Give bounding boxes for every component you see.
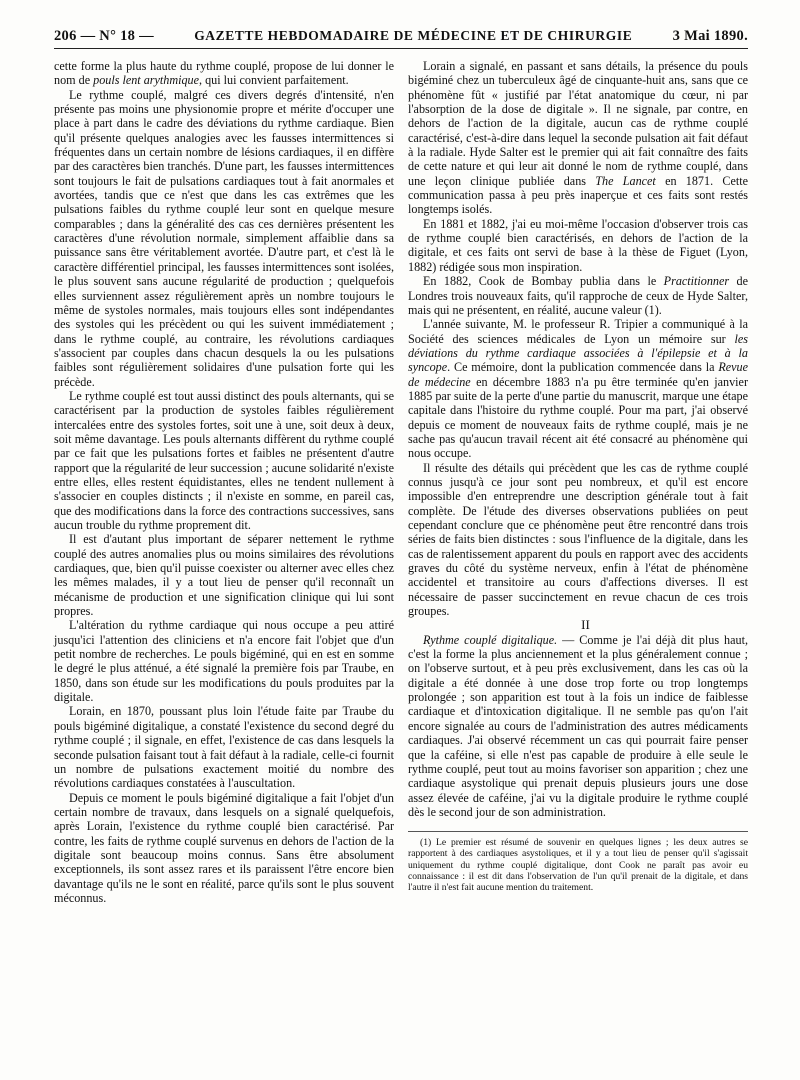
paragraph: Le rythme couplé, malgré ces divers degrés d'intensité, n'en présente pas moins une physionomie propre et mérite d'occuper une place à part dans le cadre des déviations du rythme cardiaque. Bien qu'il présente quelques analogies avec les fausses intermittences si fréquentes dans un certain nombre de lésions cardiaques, il en diffère par des caractères bien tranchés. D'une part, les fausses intermittences sont toujours le fait de pulsations cardiaques tout à fait anormales et avortées, tandis que ce n'est que dans les cas extrêmes que les pulsations faibles du rythme couplé leur sont en quelque mesure comparables ; dans la généralité des cas ces dernières présentent les caractères d'une révolution normale, simplement affaiblie dans sa puissance sans être véritablement avortée. D'autre part, et c'est là le caractère différentiel principal, les fausses intermittences sont isolées, le plus souvent sans aucune régularité de production ; quelquefois elles surviennent assez régulièrement après un nombre toujours le même de systoles normales, mais toujours elles sont indépendantes des systoles qui les précèdent ou qui les suivent immédiatement ; dans le rythme couplé, au contraire, les révolutions cardiaques s'associent par couples dans chacun desquels la ou les pulsations faibles sont régulièrement solidaires d'une pulsation forte qui les précède. [54,87,394,389]
italic-section-heading: Rythme couplé digitalique. [423,632,558,647]
paragraph: Il est d'autant plus important de séparer nettement le rythme couplé des autres anomalies plus ou moins similaires des révolutions cardiaques, que, bien qu'il puisse coexister ou alterner avec elles chez les mêmes malades, il y a tout lieu de penser qu'il reconnaît un mécanisme de production et une signification clinique qui lui sont propres. [54,532,394,619]
italic-memoir-title: les déviations du rythme cardiaque associées à l'épilepsie et à la syncope [408,331,748,375]
paragraph: Lorain, en 1870, poussant plus loin l'étude faite par Traube du pouls bigéminé digitalique, a constaté l'existence du second degré du rythme couplé ; il signale, en effet, l'existence de cas dans lesquels la seconde pulsation faisant tout à fait défaut à la radiale, celle-ci fournit un nombre de pulsations exactement moitié du nombre des révolutions cardiaques constatées à l'auscultation. [54,704,394,791]
text-run: — Comme je l'ai déjà dit plus haut, c'est la forme la plus anciennement et la plus généralement connue ; on l'observe surtout, et à peu près exclusivement, dans les cas où la digitale a été donnée à une dose trop forte ou trop longtemps prolongée ; son apparition est tout à la fois un indice de faiblesse cardiaque et d'intoxication digitalique. Il ne semble pas qu'on l'ait encore signalée au cours de l'administration des autres médicaments cardiaques. J'ai observé récemment un cas qui pourrait faire penser que la caféine, si elle n'est pas capable de produire à elle seule le rythme couplé, peut tout au moins favoriser son apparition ; chez une cardiaque asystolique qui prenait depuis plusieurs jours une dose assez élevée de caféine, j'ai vu la digitale produire le rythme couplé dès le second jour de son administration. [408,632,748,819]
italic-journal-name: Practitionner [663,274,730,289]
paragraph [408,317,748,460]
italic-journal-name: The Lancet [595,173,656,188]
section-number: II [581,617,590,633]
text-run: Lorain a signalé, en passant et sans détails, la présence du pouls bigéminé chez un tuberculeux âgé de cinquante-huit ans, sans que ce phénomène fût « justifié par l'état anatomique du cœur, ni par l'absorption de la dose de digitale ». Il ne signale, par contre, en dehors de l'action de la digitale, aucun cas de rythme couplé caractérisé, c'est-à-dire dans lequel la seconde pulsation ait fait défaut à la radiale. Hyde Salter est le premier qui ait fait connaître des faits de cette nature et qui leur ait donné le nom de rythme couplé, dans une leçon clinique publiée dans [408,59,748,188]
text-run: , qui lui convient parfaitement. [199,73,349,88]
text-run: de Londres trois nouveaux faits, qu'il rapproche de ceux de Hyde Salter, mais qui ne présentent, en réalité, aucune valeur (1). [408,274,749,317]
text-run: en décembre 1883 n'a pu être terminée qu'en janvier 1885 par suite de la perte d'une partie du manuscrit, marque une étape capitale dans l'histoire du rythme couplé. Pour ma part, j'ai observé depuis ce moment de nouveaux faits de rythme couplé, mais je ne sache pas qu'aucun travail récent ait été consacré au phénomène qui nous occupe. [408,374,748,461]
paragraph: En 1881 et 1882, j'ai eu moi-même l'occasion d'observer trois cas de rythme couplé bien caractérisés, en dehors de l'action de la digitale, et ces faits ont servi de base à la thèse de Figuet (Lyon, 1882) rédigée sous mon inspiration. [408,216,748,274]
footnotes [408,831,748,893]
two-column-body [54,59,748,905]
paragraph: L'altération du rythme cardiaque qui nous occupe a peu attiré jusqu'ici l'attention des cliniciens et n'a encore fait l'objet que d'un petit nombre de recherches. Le pouls bigéminé, qui en est en somme le degré le plus atténué, a été signalé la première fois par Traube, en 1850, dans son étude sur les modifications du pouls produites par la digitale. [54,618,394,705]
paragraph: Le rythme couplé est tout aussi distinct des pouls alternants, qui se caractérisent par la production de systoles faibles régulièrement intercalées entre des systoles fortes, soit une à une, soit deux à deux, soit même davantage. Les pouls alternants diffèrent du rythme couplé par ce fait que les pulsations fortes et faibles ne présentent d'autre rapport que la régularité de leur succession ; aucune solidarité n'existe entre elles, elles restent équidistantes, elles ne tendent nullement à s'associer en couples distincts ; il n'existe en somme, en pareil cas, que des modifications dans la force des contractions successives, sans aucun trouble du rythme proprement dit. [54,388,394,532]
italic-term: pouls lent arythmique [93,73,200,88]
footnote: (1) Le premier est résumé de souvenir en quelques lignes ; les deux autres se rapportent à des cardiaques asystoliques, et il y a tout lieu de penser qu'il s'agissait uniquement du rythme couplé digitalique, dont Cook ne paraît pas avoir eu connaissance : il est dit dans l'observation de l'un qu'il prenait de la digitale, et dans l'autre il n'est fait aucune mention du traitement. [408,837,748,894]
left-column [54,59,394,905]
text-run: L'année suivante, M. le professeur R. Tripier a communiqué à la Société des sciences médicales de Lyon un mémoire sur [408,317,748,346]
text-run: . Ce mémoire, dont la publication commencée dans la [447,360,719,375]
right-column [408,59,748,905]
running-header [54,28,748,49]
text-run: cette forme la plus haute du rythme couplé, propose de lui donner le nom de [54,59,394,88]
paragraph [408,633,748,819]
paragraph [408,59,748,217]
page-number-and-issue: 206 — N° 18 — [54,28,154,44]
text-run: en 1871. Cette communication passa à peu près inaperçue et ces faits sont restés longtemps isolés. [408,173,748,217]
issue-date: 3 Mai 1890. [672,28,748,44]
paragraph [408,274,748,317]
paragraph: Depuis ce moment le pouls bigéminé digitalique a fait l'objet d'un certain nombre de travaux, dans lesquels on a signalé quelquefois, après Lorain, l'existence du rythme couplé bien caractérisé. Par contre, les faits de rythme couplé survenus en dehors de l'action de la digitale sont beaucoup moins connus. Sans être absolument exceptionnels, ils sont assez rares et ils paraissent l'être encore bien davantage qu'ils ne le sont en réalité, parce qu'ils sont le plus souvent méconnus. [54,790,394,905]
journal-title: GAZETTE HEBDOMADAIRE DE MÉDECINE ET DE CHIRURGIE [194,28,633,43]
paragraph: Il résulte des détails qui précèdent que les cas de rythme couplé connus jusqu'à ce jour sont peu nombreux, et qu'il est encore impossible d'en entreprendre une description générale tout à fait complète. De l'étude des diverses observations publiées on peut cependant conclure que ce phénomène peut être rencontré dans trois séries de faits bien distinctes : sous l'influence de la digitale, dans les cas de ralentissement apparent du pouls en rapport avec des accidents graves du côté du système nerveux, enfin à l'état de phénomène accidentel et transitoire au cours d'affections diverses. Il est nécessaire de passer succinctement en revue chacun de ces trois groupes. [408,460,748,619]
italic-journal-name: Revue de médecine [408,360,748,389]
text-run: En 1882, Cook de Bombay publia dans le [423,274,664,289]
paragraph [54,59,394,88]
